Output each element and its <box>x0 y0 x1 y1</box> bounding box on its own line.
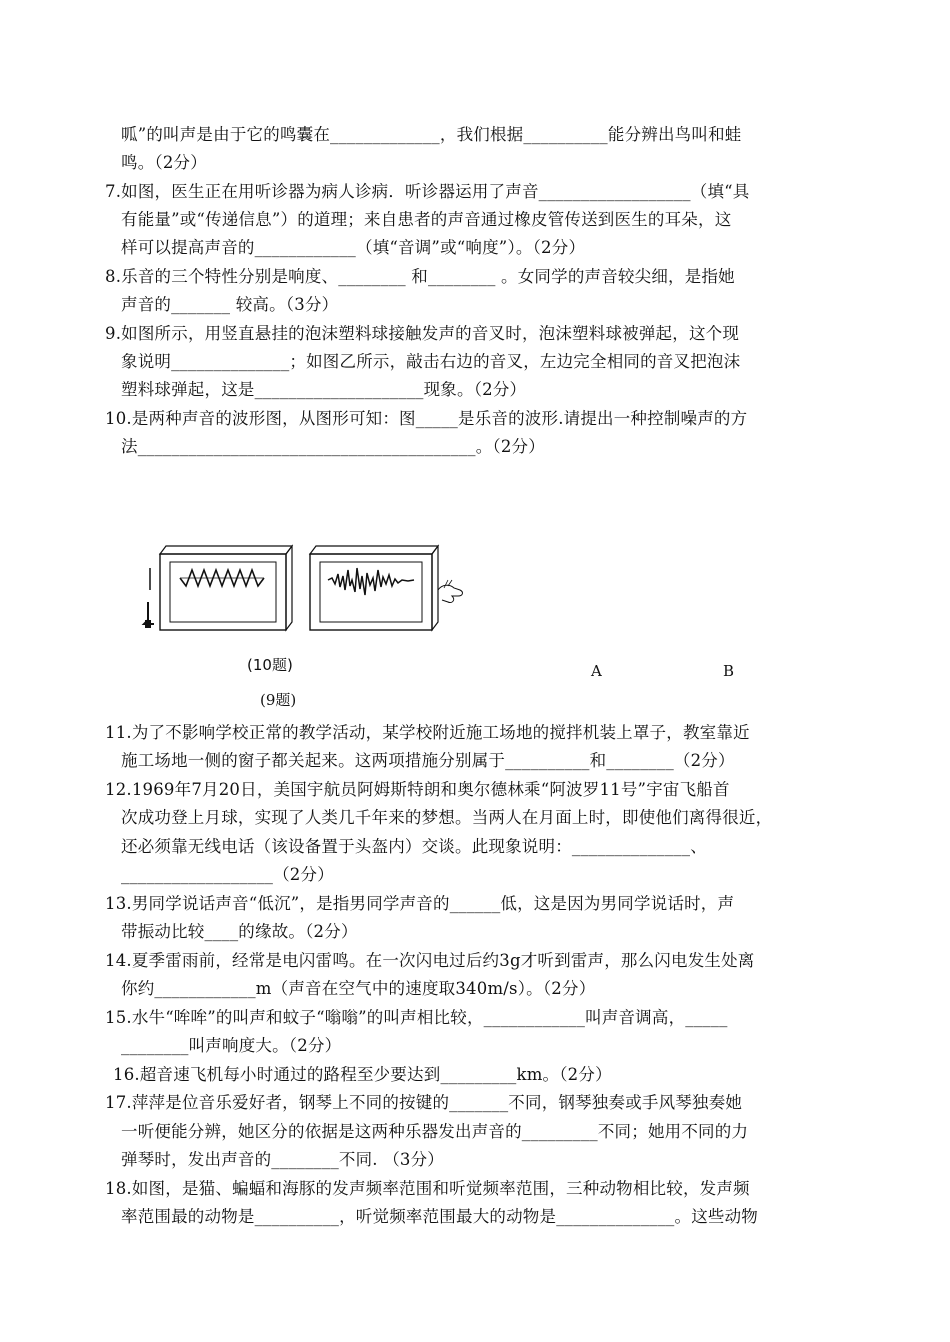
text-line: 8.乐音的三个特性分别是响度、________ 和________ 。女同学的声音较尖细，是指她 <box>105 267 735 286</box>
text-line: 率范围最的动物是__________，听觉频率范围最大的动物是______________。这些动物 <box>121 1207 758 1226</box>
text-line: 9.如图所示，用竖直悬挂的泡沫塑料球接触发声的音叉时，泡沫塑料球被弹起，这个现 <box>105 324 740 343</box>
text-line: 18.如图，是猫、蝙蝠和海豚的发声频率范围和听觉频率范围，三种动物相比较，发声频 <box>105 1179 750 1198</box>
text-line: 施工场地一侧的窗子都关起来。这两项措施分别属于__________和________（2分） <box>121 751 735 770</box>
oscilloscope-a <box>160 546 292 630</box>
waveform-figure <box>136 540 476 640</box>
text-line: 次成功登上月球，实现了人类几千年来的梦想。当两人在月面上时，即使他们离得很近， <box>121 808 773 827</box>
text-line: 13.男同学说话声音“低沉”，是指男同学声音的______低，这是因为男同学说话时，声 <box>105 894 735 913</box>
text-line: 象说明______________；如图乙所示，敲击右边的音叉，左边完全相同的音叉把泡沫 <box>121 352 741 371</box>
text-line: 呱”的叫声是由于它的鸣囊在_____________，我们根据__________能分辨出鸟叫和蛙 <box>121 125 742 144</box>
oscilloscope-b <box>310 546 438 630</box>
caption-q10: (10题) <box>247 656 293 674</box>
text-line: 弹琴时，发出声音的________不同. （3分） <box>121 1150 444 1169</box>
text-line: __________________（2分） <box>121 865 334 884</box>
text-line: 有能量”或“传递信息”）的道理；来自患者的声音通过橡皮管传送到医生的耳朵，这 <box>121 210 732 229</box>
caption-q9: (9题) <box>260 691 297 709</box>
text-line: ________叫声响度大。（2分） <box>121 1036 342 1055</box>
label-b: B <box>723 662 735 680</box>
text-line: 15.水牛“哞哞”的叫声和蚊子“嗡嗡”的叫声相比较，____________叫声音调高，_____ <box>105 1008 728 1027</box>
text-line: 16.超音速飞机每小时通过的路程至少要达到_________km。（2分） <box>113 1065 612 1084</box>
noise-wave <box>328 568 414 595</box>
text-line: 样可以提高声音的____________（填“音调”或“响度”）。（2分） <box>121 238 586 257</box>
text-line: 你约____________m（声音在空气中的速度取340m/s）。（2分） <box>121 979 596 998</box>
text-line: 11.为了不影响学校正常的教学活动，某学校附近施工场地的搅拌机装上罩子，教室靠近 <box>105 723 750 742</box>
microphone-icon <box>144 568 154 628</box>
text-line: 14.夏季雷雨前，经常是电闪雷鸣。在一次闪电过后约3g才听到雷声，那么闪电发生处离 <box>105 951 755 970</box>
text-line: 塑料球弹起，这是____________________现象。（2分） <box>121 380 527 399</box>
text-line: 法________________________________________。（2分） <box>121 437 545 456</box>
text-line: 10.是两种声音的波形图，从图形可知：图_____是乐音的波形.请提出一种控制噪声的方 <box>105 409 748 428</box>
text-line: 还必须靠无线电话（该设备置于头盔内）交谈。此现象说明：______________、 <box>121 837 707 856</box>
text-line: 12.1969年7月20日，美国宇航员阿姆斯特朗和奥尔德林乘“阿波罗11号”宇宙飞船首 <box>105 780 730 799</box>
hand-icon <box>438 580 462 603</box>
text-line: 带振动比较____的缘故。（2分） <box>121 922 358 941</box>
label-a: A <box>591 662 602 680</box>
text-line: 鸣。（2分） <box>121 153 207 172</box>
text-line: 17.萍萍是位音乐爱好者，钢琴上不同的按键的_______不同，钢琴独奏或手风琴独奏她 <box>105 1093 743 1112</box>
text-line: 7.如图，医生正在用听诊器为病人诊病．听诊器运用了声音__________________（填“具 <box>105 182 750 201</box>
text-line: 一听便能分辨，她区分的依据是这两种乐器发出声音的_________不同；她用不同的力 <box>121 1122 749 1141</box>
text-line: 声音的_______ 较高。（3分） <box>121 295 339 314</box>
